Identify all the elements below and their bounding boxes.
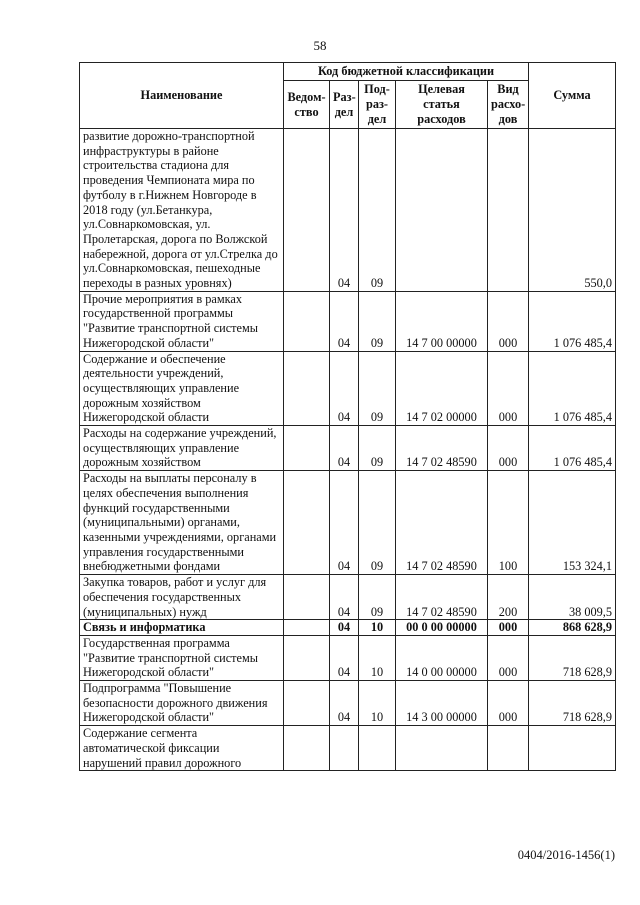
row-subsection: 09 <box>359 426 396 471</box>
table-row <box>80 635 616 680</box>
table-row <box>80 291 616 351</box>
row-expense-type: 000 <box>488 635 529 680</box>
header-target: Целевая статья расходов <box>396 81 488 129</box>
row-amount: 153 324,1 <box>529 471 616 575</box>
row-section: 04 <box>330 620 359 636</box>
page-number: 58 <box>313 38 327 53</box>
row-name: Расходы на содержание учреждений, осуществляющих управление дорожным хозяйством <box>80 426 284 471</box>
row-amount: 718 628,9 <box>529 681 616 726</box>
row-department <box>284 129 330 292</box>
row-target <box>396 726 488 771</box>
row-name: Содержание сегмента автоматической фиксации нарушений правил дорожного <box>80 726 284 771</box>
row-target <box>396 129 488 292</box>
header-amount: Сумма <box>529 63 616 129</box>
table-row <box>80 426 616 471</box>
row-expense-type: 100 <box>488 471 529 575</box>
row-amount: 718 628,9 <box>529 635 616 680</box>
row-section: 04 <box>330 471 359 575</box>
row-department <box>284 726 330 771</box>
row-section: 04 <box>330 426 359 471</box>
row-subsection: 10 <box>359 620 396 636</box>
row-section: 04 <box>330 291 359 351</box>
document-code: 0404/2016-1456(1) <box>517 848 615 862</box>
header-budget-classification: Код бюджетной классификации <box>284 63 529 81</box>
row-name: Расходы на выплаты персоналу в целях обеспечения выполнения функций государственными (муниципальными) органами, казенными учреждениями, органами управления государственными внебюджетными фондами <box>80 471 284 575</box>
row-expense-type: 000 <box>488 620 529 636</box>
row-subsection: 10 <box>359 635 396 680</box>
row-name: Подпрограмма "Повышение безопасности дорожного движения Нижегородской области" <box>80 681 284 726</box>
row-name: Прочие мероприятия в рамках государственной программы "Развитие транспортной системы Нижегородской области" <box>80 291 284 351</box>
row-amount: 550,0 <box>529 129 616 292</box>
table-row <box>80 726 616 771</box>
table-row <box>80 351 616 426</box>
row-target: 14 0 00 00000 <box>396 635 488 680</box>
row-expense-type: 000 <box>488 351 529 426</box>
table-row <box>80 471 616 575</box>
row-section: 04 <box>330 635 359 680</box>
row-amount: 1 076 485,4 <box>529 291 616 351</box>
row-name: развитие дорожно-транспортной инфраструктуры в районе строительства стадиона для проведения Чемпионата мира по футболу в г.Нижнем Новгороде в 2018 году (ул.Бетанкура, ул.Совнаркомовская, ул. Пролетарская, дорога по Волжской набережной, дорога от ул.Стрелка до ул.Совнаркомовская, пешеходные переходы в разных уровнях) <box>80 129 284 292</box>
row-section: 04 <box>330 681 359 726</box>
table-body <box>80 129 616 771</box>
row-target: 14 7 02 48590 <box>396 471 488 575</box>
row-target: 00 0 00 00000 <box>396 620 488 636</box>
table-row <box>80 681 616 726</box>
row-target: 14 7 02 48590 <box>396 426 488 471</box>
row-department <box>284 426 330 471</box>
row-subsection: 10 <box>359 681 396 726</box>
row-expense-type <box>488 129 529 292</box>
row-section: 04 <box>330 351 359 426</box>
row-amount: 38 009,5 <box>529 575 616 620</box>
row-amount: 868 628,9 <box>529 620 616 636</box>
row-subsection: 09 <box>359 575 396 620</box>
row-subsection: 09 <box>359 351 396 426</box>
row-department <box>284 351 330 426</box>
row-section: 04 <box>330 129 359 292</box>
table-row <box>80 129 616 292</box>
row-subsection: 09 <box>359 129 396 292</box>
row-expense-type: 000 <box>488 426 529 471</box>
row-department <box>284 291 330 351</box>
row-target: 14 7 02 00000 <box>396 351 488 426</box>
budget-table <box>79 62 616 771</box>
row-name: Закупка товаров, работ и услуг для обеспечения государственных (муниципальных) нужд <box>80 575 284 620</box>
row-expense-type: 200 <box>488 575 529 620</box>
header-department: Ведом-ство <box>284 81 330 129</box>
row-name: Содержание и обеспечение деятельности учреждений, осуществляющих управление дорожным хозяйством Нижегородской области <box>80 351 284 426</box>
row-name: Государственная программа "Развитие транспортной системы Нижегородской области" <box>80 635 284 680</box>
row-department <box>284 620 330 636</box>
row-expense-type <box>488 726 529 771</box>
row-target: 14 7 02 48590 <box>396 575 488 620</box>
row-subsection <box>359 726 396 771</box>
table-row <box>80 620 616 636</box>
row-amount <box>529 726 616 771</box>
row-section: 04 <box>330 575 359 620</box>
row-expense-type: 000 <box>488 681 529 726</box>
header-expense-type: Вид расхо-дов <box>488 81 529 129</box>
row-department <box>284 681 330 726</box>
row-section <box>330 726 359 771</box>
row-target: 14 7 00 00000 <box>396 291 488 351</box>
header-section: Раз-дел <box>330 81 359 129</box>
row-name: Связь и информатика <box>80 620 284 636</box>
row-amount: 1 076 485,4 <box>529 426 616 471</box>
row-department <box>284 575 330 620</box>
header-name: Наименование <box>80 63 284 129</box>
row-department <box>284 635 330 680</box>
table-row <box>80 575 616 620</box>
row-target: 14 3 00 00000 <box>396 681 488 726</box>
row-amount: 1 076 485,4 <box>529 351 616 426</box>
row-expense-type: 000 <box>488 291 529 351</box>
header-subsection: Под-раз-дел <box>359 81 396 129</box>
row-subsection: 09 <box>359 471 396 575</box>
row-subsection: 09 <box>359 291 396 351</box>
row-department <box>284 471 330 575</box>
